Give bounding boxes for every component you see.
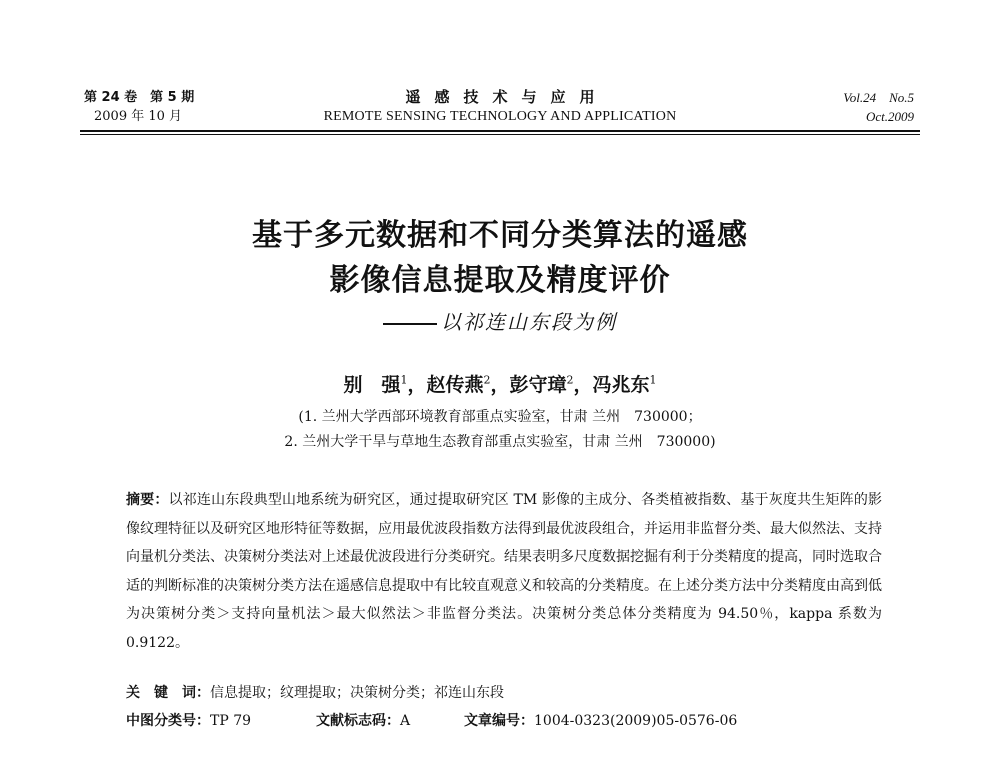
- doc-code-value: A: [400, 713, 411, 729]
- journal-header-right: [843, 88, 914, 126]
- author-affil-mark: 1: [649, 373, 657, 387]
- subtitle-dash: [383, 323, 437, 325]
- header-rule-thin: [80, 134, 920, 135]
- journal-header-left: [84, 88, 194, 126]
- volume-issue-cn: 第 24 卷 第 5 期: [84, 90, 195, 105]
- author-name: 彭守璋: [509, 374, 567, 396]
- volume-issue-en: Vol.24 No.5: [843, 90, 914, 105]
- author-list: 别 强$^1$，赵传燕$^2$，彭守璋$^2$，冯兆东$^1$: [343, 373, 657, 396]
- date-cn: 2009 年 10 月: [94, 109, 183, 124]
- abstract-text: 以祁连山东段典型山地系统为研究区，通过提取研究区 TM 影像的主成分、各类植被指数、基于灰度共生矩阵的影像纹理特征以及研究区地形特征等数据，应用最优波段指数方法得到最优波段组合，并运用非监督分类、最大似然法、支持向量机分类法、决策树分类法对上述最优波段进行分类研究。结果表明多尺度数据挖掘有利于分类精度的提高，同时选取合适的判断标准的决策树分类方法在遥感信息提取中有比较直观意义和较高的分类精度。在上述分类方法中分类精度由高到低为决策树分类＞支持向量机法＞最大似然法＞非监督分类法。决策树分类总体分类精度为 94.50％，kappa 系数为 0.9122。: [126, 492, 882, 651]
- keywords-label: 关 键 词：: [126, 685, 210, 701]
- header-rule-thick: [80, 130, 920, 132]
- author-affil-mark: 1: [400, 373, 408, 387]
- journal-name-cn: 遥感技术与应用: [405, 88, 609, 106]
- abstract: [126, 486, 882, 657]
- subtitle-text: 以祁连山东段为例: [441, 310, 617, 334]
- affiliation-1: (1. 兰州大学西部环境教育部重点实验室，甘肃 兰州 730000；: [298, 409, 702, 425]
- paper-title-line2: 影像信息提取及精度评价: [329, 263, 671, 298]
- author-name: 冯兆东: [592, 374, 650, 396]
- classification-meta: [126, 710, 886, 730]
- article-number-group: [464, 710, 737, 730]
- clc-group: [126, 710, 316, 730]
- keywords-text: 信息提取；纹理提取；决策树分类；祁连山东段: [210, 685, 504, 701]
- doc-code-group: [316, 710, 464, 730]
- journal-header-center: [300, 86, 700, 125]
- keywords: [126, 682, 504, 702]
- article-number-label: 文章编号：: [464, 713, 534, 729]
- clc-label: 中图分类号：: [126, 713, 210, 729]
- affiliation-2: 2. 兰州大学干旱与草地生态教育部重点实验室，甘肃 兰州 730000): [284, 434, 716, 450]
- date-en: Oct.2009: [865, 109, 914, 124]
- paper-subtitle: [0, 306, 1000, 335]
- journal-name-en: REMOTE SENSING TECHNOLOGY AND APPLICATION: [323, 109, 677, 124]
- author-name: 别 强: [343, 374, 401, 396]
- paper-title-line1: 基于多元数据和不同分类算法的遥感: [252, 218, 748, 253]
- author-affil-mark: 2: [566, 373, 574, 387]
- clc-value: TP 79: [210, 713, 252, 729]
- article-number-value: 1004-0323(2009)05-0576-06: [534, 713, 738, 729]
- author-affil-mark: 2: [483, 373, 491, 387]
- abstract-label: 摘要：: [126, 492, 169, 508]
- doc-code-label: 文献标志码：: [316, 713, 400, 729]
- author-name: 赵传燕: [426, 374, 484, 396]
